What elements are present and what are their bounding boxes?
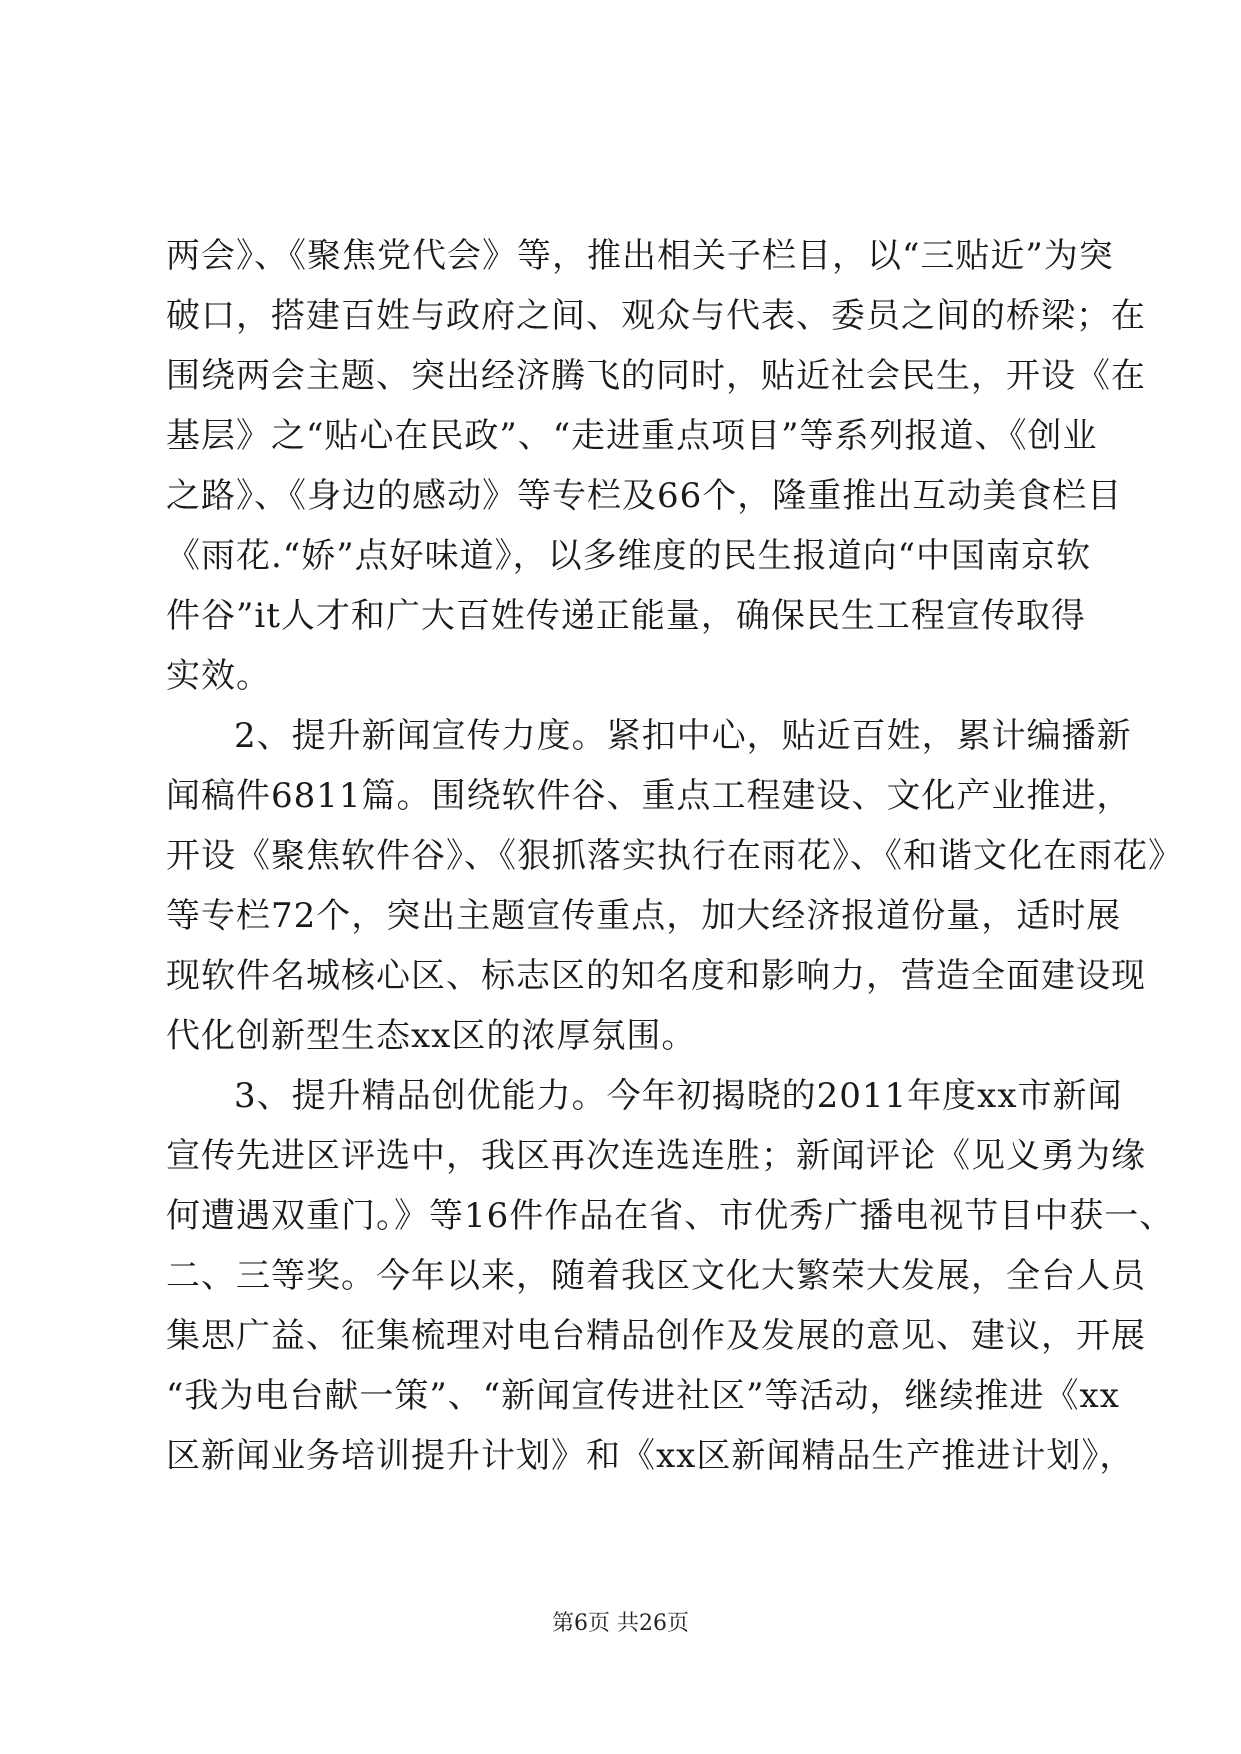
- paragraph-start-line: 2、提升新闻宣传力度。紧扣中心，贴近百姓，累计编播新: [234, 716, 1132, 756]
- text-line: 实效。: [166, 656, 271, 696]
- text-line: 代化创新型生态xx区的浓厚氛围。: [166, 1016, 697, 1056]
- text-line: 二、三等奖。今年以来，随着我区文化大繁荣大发展，全台人员: [166, 1256, 1146, 1296]
- text-line: 基层》之“贴心在民政”、“走进重点项目”等系列报道、《创业: [166, 416, 1098, 456]
- text-line: 两会》、《聚焦党代会》等，推出相关子栏目，以“三贴近”为突: [166, 236, 1114, 276]
- text-line: 破口，搭建百姓与政府之间、观众与代表、委员之间的桥梁；在: [166, 296, 1146, 336]
- text-line: “我为电台献一策”、“新闻宣传进社区”等活动，继续推进《xx: [166, 1376, 1120, 1416]
- text-line: 集思广益、征集梳理对电台精品创作及发展的意见、建议，开展: [166, 1316, 1146, 1356]
- page-number-footer: 第6页 共26页: [552, 1611, 689, 1636]
- text-line: 围绕两会主题、突出经济腾飞的同时，贴近社会民生，开设《在: [166, 356, 1146, 396]
- text-line: 《雨花.“娇”点好味道》，以多维度的民生报道向“中国南京软: [166, 536, 1091, 576]
- paragraph-start-line: 3、提升精品创优能力。今年初揭晓的2011年度xx市新闻: [234, 1076, 1123, 1116]
- text-line: 何遭遇双重门。》等16件作品在省、市优秀广播电视节目中获一、: [166, 1196, 1175, 1236]
- text-line: 闻稿件6811篇。围绕软件谷、重点工程建设、文化产业推进，: [166, 776, 1132, 816]
- text-line: 等专栏72个，突出主题宣传重点，加大经济报道份量，适时展: [166, 896, 1122, 936]
- text-line: 区新闻业务培训提升计划》和《xx区新闻精品生产推进计划》，: [166, 1436, 1135, 1476]
- text-line: 开设《聚焦软件谷》、《狠抓落实执行在雨花》、《和谐文化在雨花》: [166, 836, 1183, 876]
- text-line: 件谷”it人才和广大百姓传递正能量，确保民生工程宣传取得: [166, 596, 1086, 636]
- text-line: 宣传先进区评选中，我区再次连选连胜；新闻评论《见义勇为缘: [166, 1136, 1146, 1176]
- text-line: 现软件名城核心区、标志区的知名度和影响力，营造全面建设现: [166, 956, 1146, 996]
- text-line: 之路》、《身边的感动》等专栏及66个，隆重推出互动美食栏目: [166, 476, 1123, 516]
